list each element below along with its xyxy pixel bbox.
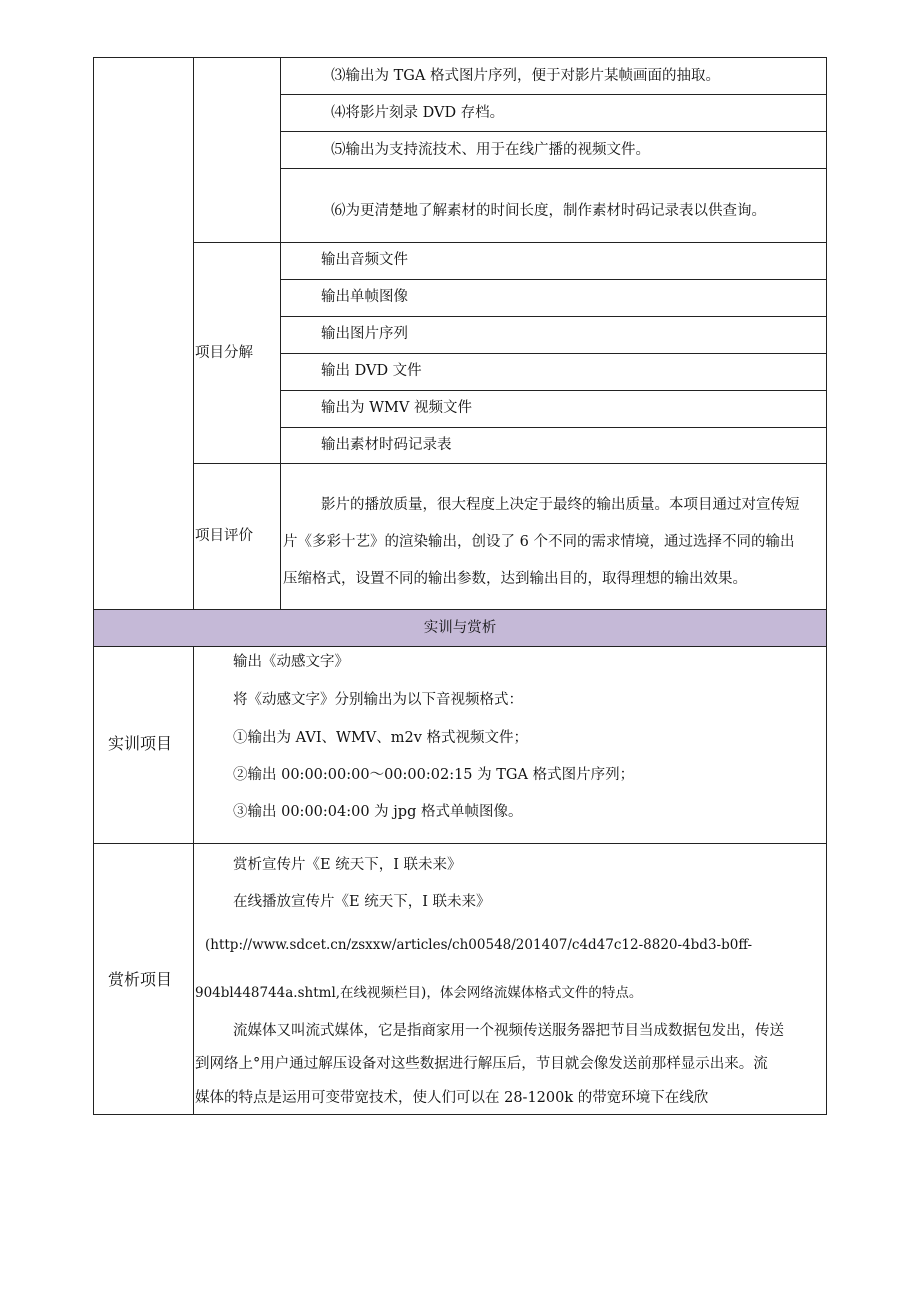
training-line: 将《动感文字》分别输出为以下音视频格式：: [233, 692, 523, 708]
rule: [93, 1114, 827, 1115]
breakdown-item: 输出素材时码记录表: [321, 437, 452, 453]
rule: [93, 57, 827, 58]
rule: [93, 843, 827, 844]
appreciation-line: 在线播放宣传片《E 统天下，I 联未来》: [233, 894, 491, 910]
breakdown-item: 输出单帧图像: [321, 289, 408, 305]
rule: [281, 279, 827, 280]
evaluation-label: 项目评价: [195, 528, 253, 544]
evaluation-line: 片《多彩十艺》的渲染输出，创设了 6 个不同的需求情境，通过选择不同的输出: [283, 534, 795, 550]
training-line: ③输出 00:00:04:00 为 jpg 格式单帧图像。: [233, 804, 523, 820]
rule: [193, 57, 194, 610]
task-item: ⑸输出为支持流技术、用于在线广播的视频文件。: [331, 142, 650, 158]
rule: [826, 57, 827, 1115]
breakdown-item: 输出图片序列: [321, 326, 408, 342]
rule: [281, 427, 827, 428]
task-item: ⑹为更清楚地了解素材的时间长度，制作素材时码记录表以供查询。: [331, 203, 766, 219]
task-item: ⑷将影片刻录 DVD 存档。: [331, 105, 505, 121]
rule: [93, 646, 827, 647]
rule: [280, 57, 281, 610]
breakdown-item: 输出 DVD 文件: [321, 363, 422, 379]
rule: [281, 353, 827, 354]
training-line: ①输出为 AVI、WMV、m2v 格式视频文件；: [233, 730, 529, 746]
rule: [193, 463, 827, 464]
training-line: ②输出 00:00:00:00～00:00:02:15 为 TGA 格式图片序列；: [233, 767, 635, 783]
training-label: 实训项目: [108, 734, 173, 753]
appreciation-line: 赏析宣传片《E 统天下，I 联未来》: [233, 857, 462, 873]
rule: [281, 94, 827, 95]
breakdown-item: 输出为 WMV 视频文件: [321, 400, 472, 416]
rule: [281, 390, 827, 391]
rule: [281, 131, 827, 132]
breakdown-label: 项目分解: [195, 345, 253, 361]
section-header-title: 实训与赏析: [423, 620, 497, 636]
rule: [193, 242, 827, 243]
rule: [281, 316, 827, 317]
rule: [93, 57, 94, 1115]
task-item: ⑶输出为 TGA 格式图片序列，便于对影片某帧画面的抽取。: [331, 68, 720, 84]
breakdown-item: 输出音频文件: [321, 252, 408, 268]
evaluation-line: 影片的播放质量，很大程度上决定于最终的输出质量。本项目通过对宣传短: [321, 497, 800, 513]
appreciation-line: 流媒体又叫流式媒体，它是指商家用一个视频传送服务器把节目当成数据包发出，传送: [233, 1023, 784, 1039]
appreciation-line: 到网络上°用户通过解压设备对这些数据进行解压后，节目就会像发送前那样显示出来。流: [195, 1056, 768, 1072]
rule: [193, 646, 194, 1115]
evaluation-line: 压缩格式，设置不同的输出参数，达到输出目的，取得理想的输出效果。: [283, 571, 747, 587]
training-line: 输出《动感文字》: [233, 654, 349, 670]
appreciation-url-line: (http://www.sdcet.cn/zsxxw/articles/ch00548/201407/c4d47c12-8820-4bd3-b0ff-: [205, 937, 753, 953]
appreciation-label: 赏析项目: [108, 970, 173, 989]
rule: [93, 609, 827, 610]
appreciation-line: 媒体的特点是运用可变带宽技术，使人们可以在 28-1200k 的带宽环境下在线欣: [195, 1090, 709, 1106]
rule: [281, 168, 827, 169]
appreciation-url-line: 904bl448744a.shtml,在线视频栏目)，体会网络流媒体格式文件的特点。: [195, 985, 643, 1001]
